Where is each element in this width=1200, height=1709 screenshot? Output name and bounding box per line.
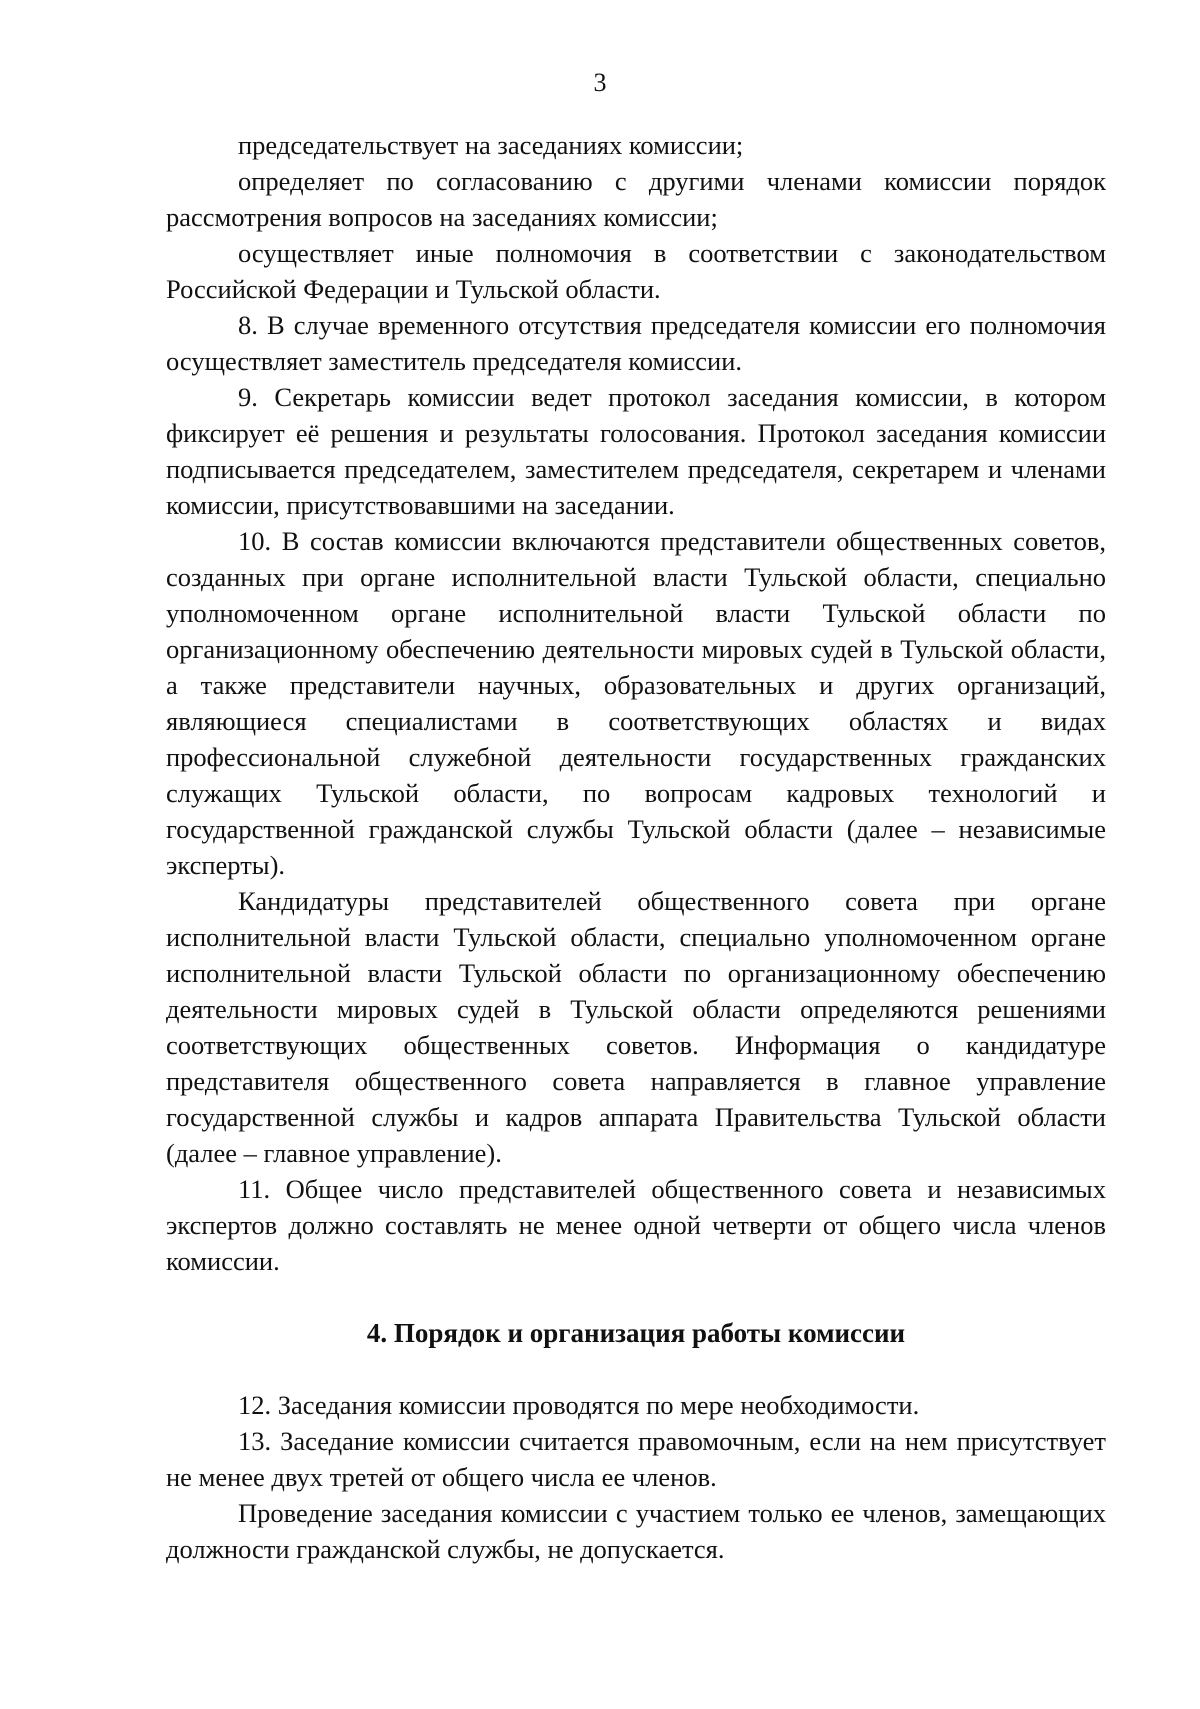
paragraph-11-quota: 11. Общее число представителей общественного совета и независимых экспертов должно составлять не менее одной четверти от общего числа членов комиссии. — [166, 1174, 1106, 1276]
paragraph-12-meetings: 12. Заседания комиссии проводятся по мере необходимости. — [238, 1390, 920, 1420]
section-heading: 4. Порядок и организация работы комиссии — [366, 1318, 906, 1348]
document-body — [166, 127, 1106, 1567]
paragraph-10-composition: 10. В состав комиссии включаются представители общественных советов, созданных при органе исполнительной власти Тульской области, специально уполномоченном органе исполнительной власти Тульской области по организационному обеспечению деятельности мировых судей в Тульской области, а также представители научных, образовательных и других организаций, являющиеся специалистами в соответствующих областях и видах профессиональной служебной деятельности государственных гражданских служащих Тульской области, по вопросам кадровых технологий и государственной гражданской службы Тульской области (далее – независимые эксперты). — [166, 526, 1106, 880]
paragraph-8-deputy: 8. В случае временного отсутствия председателя комиссии его полномочия осуществляет заместитель председателя комиссии. — [166, 310, 1106, 376]
paragraph-members-restriction: Проведение заседания комиссии с участием только ее членов, замещающих должности гражданской службы, не допускается. — [166, 1498, 1106, 1564]
paragraph-candidates: Кандидатуры представителей общественного совета при органе исполнительной власти Тульской области, специально уполномоченном органе исполнительной власти Тульской области по организационному обеспечению деятельности мировых судей в Тульской области определяются решениями соответствующих общественных советов. Информация о кандидатуре представителя общественного совета направляется в главное управление государственной службы и кадров аппарата Правительства Тульской области (далее – главное управление). — [166, 886, 1106, 1168]
paragraph-chairman-other-powers: осуществляет иные полномочия в соответствии с законодательством Российской Федерации и Тульской области. — [166, 238, 1106, 304]
paragraph-9-secretary: 9. Секретарь комиссии ведет протокол заседания комиссии, в котором фиксирует её решения и результаты голосования. Протокол заседания комиссии подписывается председателем, заместителем председателя, секретарем и членами комиссии, присутствовавшими на заседании. — [166, 382, 1106, 520]
paragraph-13-quorum: 13. Заседание комиссии считается правомочным, если на нем присутствует не менее двух третей от общего числа ее членов. — [166, 1426, 1106, 1492]
paragraph-chairman-presides: председательствует на заседаниях комиссии; — [238, 130, 744, 160]
page-number: 3 — [593, 68, 607, 97]
paragraph-chairman-agenda: определяет по согласованию с другими членами комиссии порядок рассмотрения вопросов на заседаниях комиссии; — [166, 166, 1106, 232]
